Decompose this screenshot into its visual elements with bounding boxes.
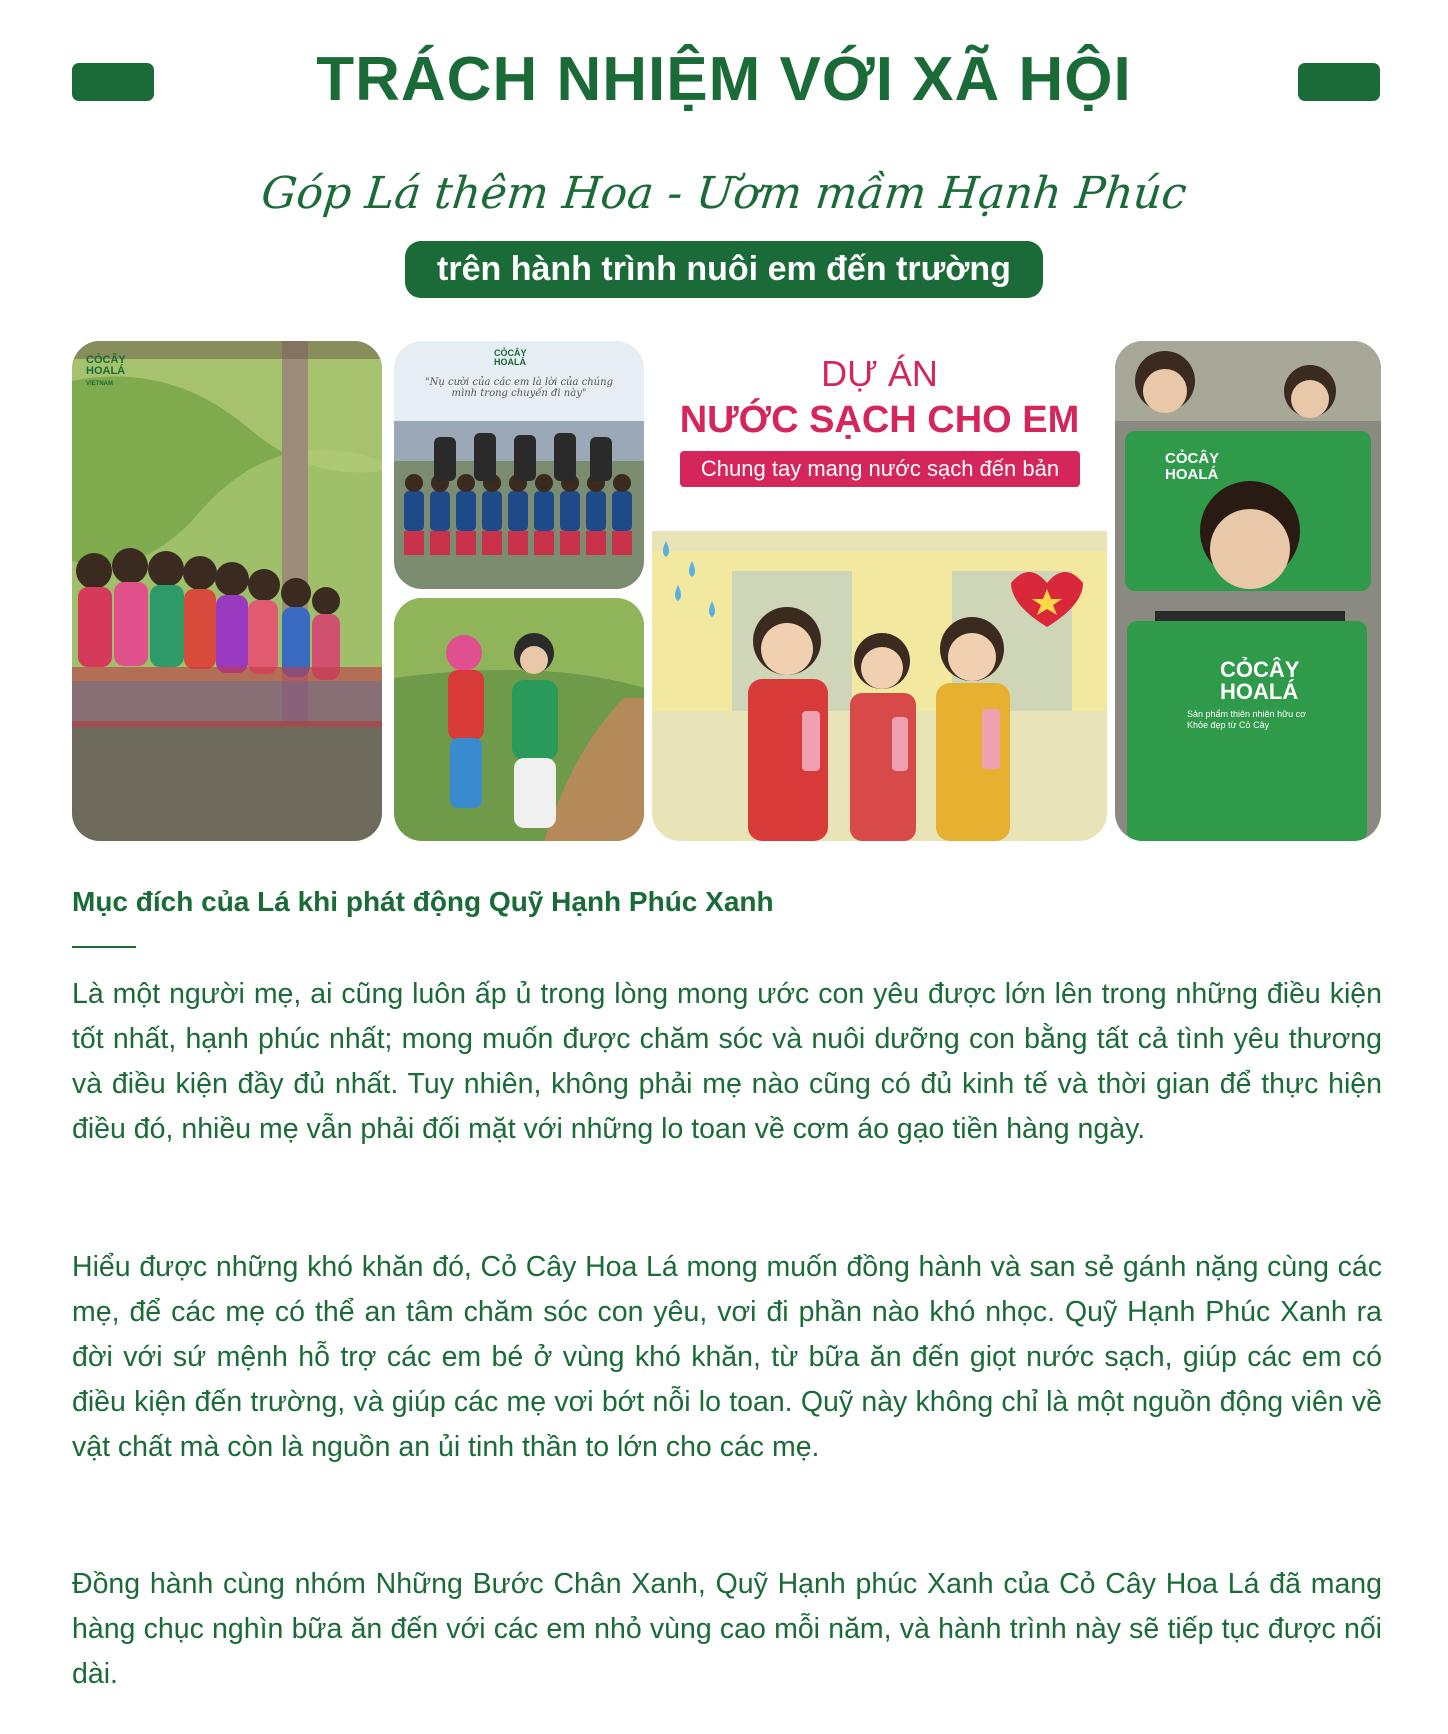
project-line1: DỰ ÁN	[821, 353, 938, 394]
bag-slogan2: Khỏe đẹp từ Cỏ Cây	[1187, 720, 1270, 730]
bag-brand-top	[1165, 451, 1219, 483]
tagline: Góp Lá thêm Hoa - Ươm mầm Hạnh Phúc	[258, 168, 1190, 219]
bag-brand2: HOALÁ	[1165, 466, 1219, 483]
pill-wrapper	[0, 241, 1448, 298]
heading-divider	[72, 946, 136, 948]
brand-logo	[86, 355, 126, 390]
paragraph-1: Là một người mẹ, ai cũng luôn ấp ủ trong lòng mong ước con yêu được lớn lên trong những điều kiện tốt nhất, hạnh phúc nhất; mong muốn được chăm sóc và nuôi dưỡng con bằng tất cả tình yêu thương và điều kiện đầy đủ nhất. Tuy nhiên, không phải mẹ nào cũng có đủ kinh tế và thời gian để thực hiện điều đó, nhiều mẹ vẫn phải đối mặt với những lo toan về cơm áo gạo tiền hàng ngày.	[72, 978, 1382, 1145]
bag-brand2-main: HOALÁ	[1220, 679, 1299, 704]
brand-logo-small	[494, 349, 527, 367]
brand-line2: HOALÁ	[494, 357, 526, 367]
paragraph-3: Đồng hành cùng nhóm Những Bước Chân Xanh, Quỹ Hạnh phúc Xanh của Cỏ Cây Hoa Lá đã mang hàng chục nghìn bữa ăn đến với các em nhỏ vùng cao mỗi năm, và hành trình này sẽ tiếp tục được nối dài.	[72, 1568, 1382, 1690]
brand-line2: HOALÁ	[86, 365, 126, 377]
project-photo	[652, 531, 1107, 841]
project-tagline: Chung tay mang nước sạch đến bản	[680, 451, 1080, 487]
bag-slogan1: Sản phẩm thiên nhiên hữu cơ	[1187, 709, 1307, 719]
brand-line1: CỎCÂY	[494, 348, 527, 358]
photo-child-green-bag	[1115, 341, 1381, 841]
bag-brand1: CỎCÂY	[1165, 450, 1220, 467]
bag-brand-main	[1220, 659, 1299, 703]
section-heading: Mục đích của Lá khi phát động Quỹ Hạnh Phúc Xanh	[72, 886, 774, 917]
photo-group-children	[394, 341, 644, 589]
brand-line1: CỎCÂY	[86, 354, 126, 366]
project-line2: NƯỚC SẠCH CHO EM	[679, 399, 1080, 441]
bag-slogan	[1187, 709, 1306, 731]
bag-brand1-main: CỎCÂY	[1220, 657, 1300, 682]
project-poster	[652, 341, 1107, 841]
photo-woman-child	[394, 598, 644, 841]
paragraph-2: Hiểu được những khó khăn đó, Cỏ Cây Hoa Lá mong muốn đồng hành và san sẻ gánh nặng cùng các mẹ, để các mẹ có thể an tâm chăm sóc con yêu, vơi đi phần nào khó nhọc. Quỹ Hạnh Phúc Xanh ra đời với sứ mệnh hỗ trợ các em bé ở vùng khó khăn, từ bữa ăn đến giọt nước sạch, giúp các em có điều kiện đến trường, và giúp các mẹ vơi bớt nỗi lo toan. Quỹ này không chỉ là một nguồn động viên về vật chất mà còn là nguồn an ủi tinh thần to lớn cho các mẹ.	[72, 1251, 1382, 1463]
photo-children-sitting	[72, 341, 382, 841]
brand-line3: VIETNAM	[86, 381, 113, 387]
subtitle-pill: trên hành trình nuôi em đến trường	[405, 241, 1043, 298]
page-title: TRÁCH NHIỆM VỚI XÃ HỘI	[316, 45, 1132, 114]
photo-quote: "Nụ cười của các em là lời của chúng mình trong chuyến đi này"	[425, 377, 613, 399]
